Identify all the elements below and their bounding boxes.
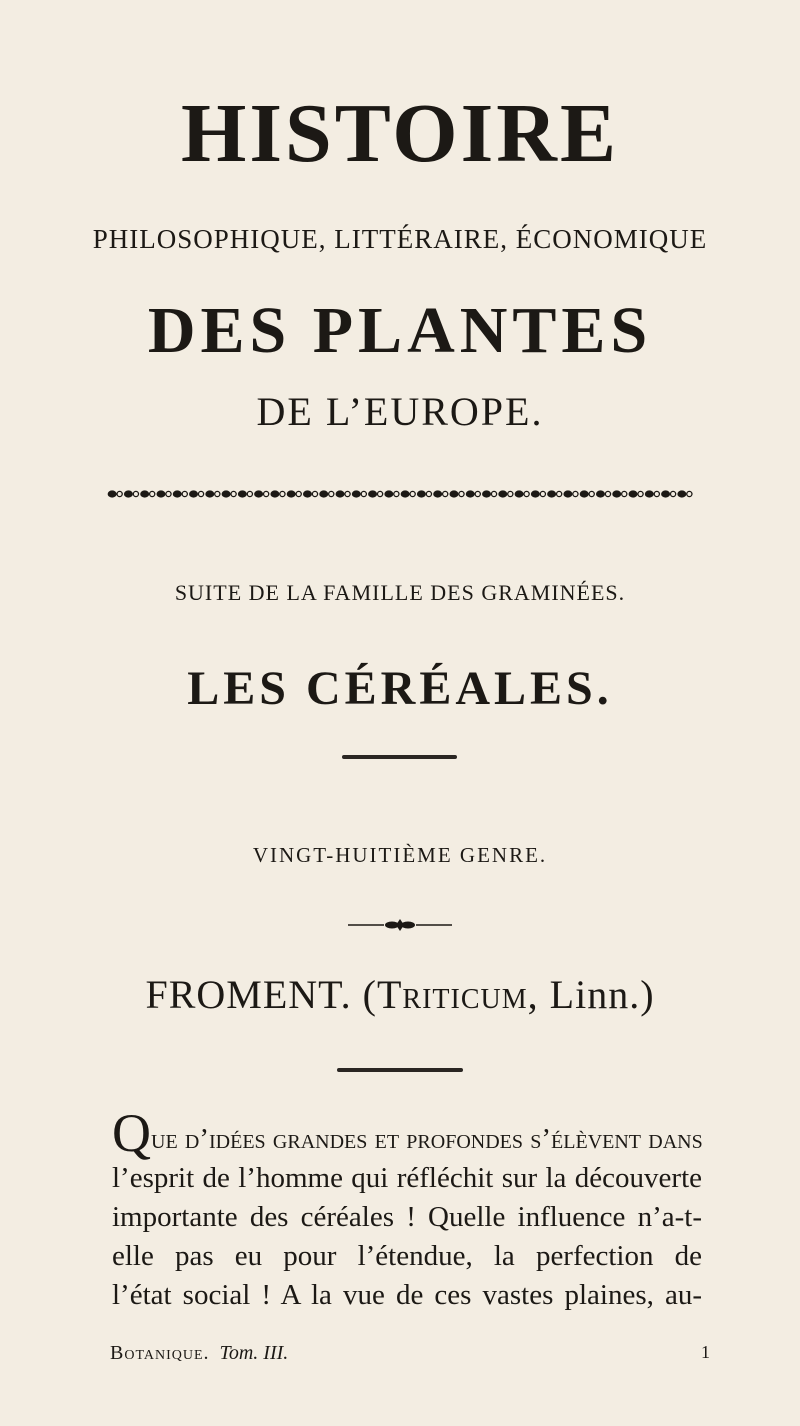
ornament-motif: [563, 490, 572, 497]
ornament-motif: [410, 491, 415, 496]
genus-author: Linn.: [549, 972, 641, 1017]
title-des-plantes: DES PLANTES: [147, 294, 653, 367]
ornament-motif: [596, 490, 605, 497]
ornament-motif: [531, 490, 540, 497]
ornament-motif: [491, 491, 496, 496]
section-heading: LES CÉRÉALES.: [187, 662, 613, 715]
ornament-motif: [231, 491, 236, 496]
ornament-motif: [205, 490, 214, 497]
title-subtitle: PHILOSOPHIQUE, LITTÉRAIRE, ÉCONOMIQUE: [92, 224, 708, 254]
ornament-motif: [612, 490, 621, 497]
ornament-motif: [215, 491, 220, 496]
ornament-motif: [312, 491, 317, 496]
ornament-motif: [524, 491, 529, 496]
ornament-motif: [426, 491, 431, 496]
body-line: l’esprit de l’homme qui réfléchit sur la découverte: [112, 1162, 702, 1194]
ornament-motif: [222, 490, 231, 497]
ornament-motif: [173, 490, 182, 497]
ornament-motif: [475, 491, 480, 496]
ornament-motif: [108, 490, 117, 497]
ornament-motif: [417, 490, 426, 497]
genus-latin-name: Triticum: [376, 972, 528, 1017]
ornament-motif: [247, 491, 252, 496]
ornament-motif: [296, 491, 301, 496]
ornament-motif: [303, 490, 312, 497]
ornament-motif: [352, 490, 361, 497]
ornament-motif: [605, 491, 610, 496]
ornament-motif: [449, 490, 458, 497]
ornament-motif: [508, 491, 513, 496]
ornament-motif: [547, 490, 556, 497]
ornament-motif: [677, 490, 686, 497]
ornament-motif: [377, 491, 382, 496]
footer-work-title: Botanique.: [110, 1342, 210, 1364]
ornament-motif: [433, 490, 442, 497]
ornament-motif: [254, 490, 263, 497]
drop-cap: Q: [112, 1103, 151, 1163]
title-histoire: HISTOIRE: [181, 87, 619, 180]
ornament-motif: [336, 490, 345, 497]
ornament-motif: [629, 490, 638, 497]
ornament-motif: [361, 491, 366, 496]
ornament-motif: [319, 490, 328, 497]
ornament-motif: [573, 491, 578, 496]
ornament-motif: [189, 490, 198, 497]
ornament-motif: [622, 491, 627, 496]
ornament-motif: [238, 490, 247, 497]
genus-heading: [0, 972, 800, 1017]
footer-signature-mark: 1: [701, 1342, 710, 1362]
genus-separator: ,: [527, 972, 539, 1017]
ornament-motif: [287, 490, 296, 497]
ornament-motif: [150, 491, 155, 496]
body-line: elle pas eu pour l’étendue, la perfection de: [112, 1240, 702, 1272]
body-line-text: ue d’idées grandes et profondes s’élèvent dans: [151, 1123, 703, 1155]
flourish-divider-icon: [348, 918, 452, 932]
ornament-motif: [654, 491, 659, 496]
section-suite: SUITE DE LA FAMILLE DES GRAMINÉES.: [174, 580, 626, 605]
ornament-motif: [368, 490, 377, 497]
ornament-motif: [540, 491, 545, 496]
ornament-motif: [140, 490, 149, 497]
ornament-motif: [329, 491, 334, 496]
divider-rule: [342, 755, 457, 759]
title-de-l-europe: DE L’EUROPE.: [256, 389, 544, 434]
ornament-motif: [156, 490, 165, 497]
genus-paren-open: (: [362, 972, 377, 1017]
divider-rule: [337, 1068, 463, 1072]
ornament-motif: [638, 491, 643, 496]
body-line: l’état social ! A la vue de ces vastes plaines, au-: [112, 1279, 702, 1311]
genre-label: VINGT-HUITIÈME GENRE.: [252, 843, 548, 867]
ornament-motif: [661, 490, 670, 497]
ornament-motif: [133, 491, 138, 496]
footer-volume: Tom. III.: [219, 1342, 289, 1364]
ornament-motif: [166, 491, 171, 496]
ornament-motif: [557, 491, 562, 496]
ornament-motif: [401, 490, 410, 497]
body-line: [112, 1103, 703, 1163]
ornament-motif: [198, 491, 203, 496]
ornament-motif: [687, 491, 692, 496]
ornament-motif: [580, 490, 589, 497]
ornament-motif: [270, 490, 279, 497]
ornament-motif: [466, 490, 475, 497]
ornament-motif: [498, 490, 507, 497]
ornamental-band-icon: [107, 483, 693, 505]
footer-signature-line: [110, 1343, 288, 1363]
ornament-motif: [515, 490, 524, 497]
body-paragraph: [112, 1103, 703, 1315]
ornament-motif: [182, 491, 187, 496]
ornament-motif: [670, 491, 675, 496]
body-line: importante des céréales ! Quelle influence n’a-t-: [112, 1201, 702, 1233]
genus-common-name: FROMENT.: [145, 972, 352, 1017]
ornament-motif: [589, 491, 594, 496]
ornament-motif: [124, 490, 133, 497]
ornament-motif: [394, 491, 399, 496]
ornament-motif: [280, 491, 285, 496]
ornament-motif: [345, 491, 350, 496]
ornament-motif: [459, 491, 464, 496]
ornament-motif: [645, 490, 654, 497]
ornament-motif: [443, 491, 448, 496]
ornament-motif: [482, 490, 491, 497]
ornament-motif: [384, 490, 393, 497]
ornament-motif: [264, 491, 269, 496]
genus-paren-close: ): [640, 972, 655, 1017]
ornament-motif: [117, 491, 122, 496]
